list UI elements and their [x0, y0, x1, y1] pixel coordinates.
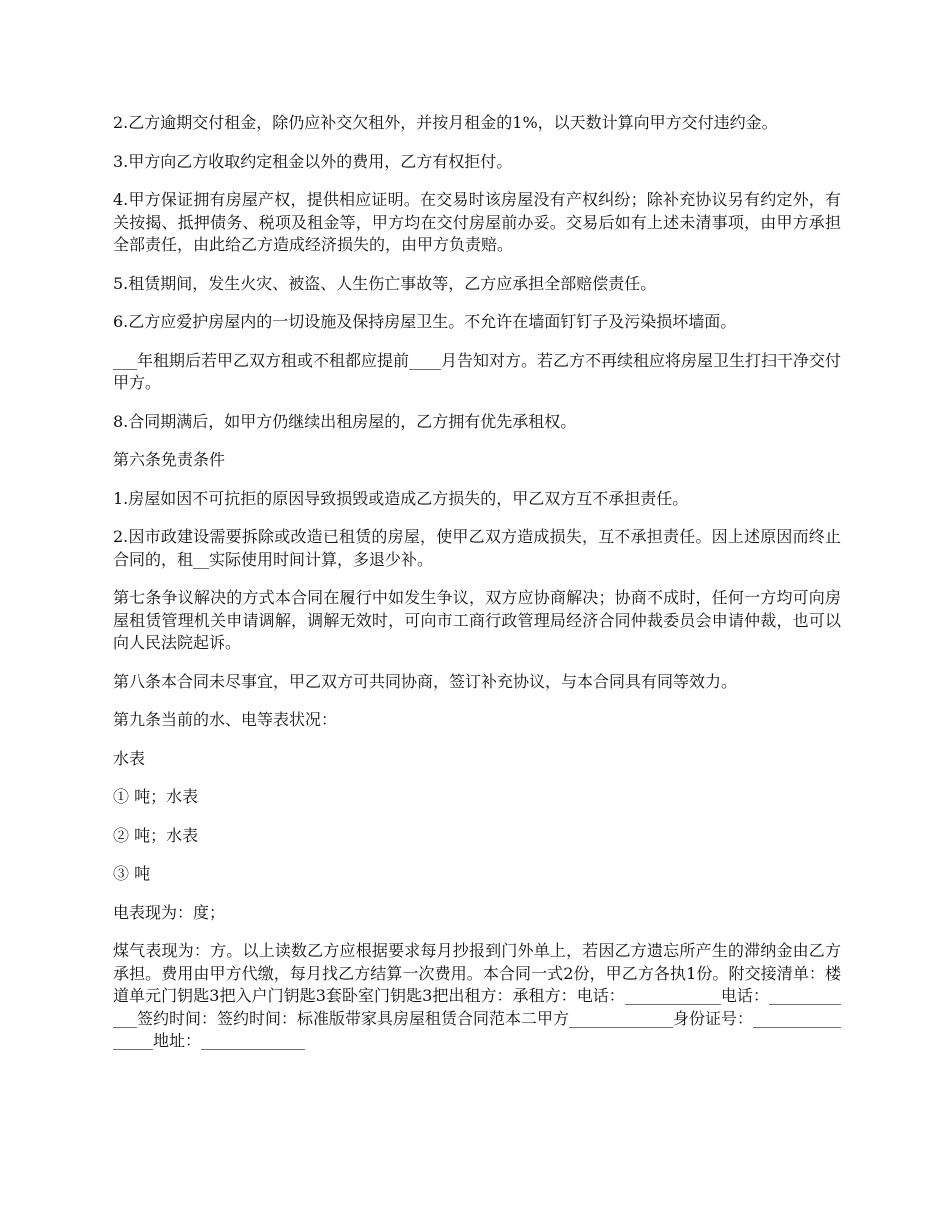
meter-line: ② 吨；水表 [113, 825, 199, 845]
section-heading: 第六条免责条件 [113, 450, 226, 469]
document-body [113, 112, 841, 1069]
clause-paragraph: ___年租期后若甲乙双方租或不租都应提前____月告知对方。若乙方不再续租应将房屋卫生打扫干净交付甲方。 [113, 350, 842, 392]
clause-paragraph: 6.乙方应爱护房屋内的一切设施及保持房屋卫生。不允许在墙面钉钉子及污染损坏墙面。 [113, 312, 737, 331]
clause-paragraph: 4.甲方保证拥有房屋产权，提供相应证明。在交易时该房屋没有产权纠纷；除补充协议另有约定外，有关按揭、抵押债务、税项及租金等，甲方均在交付房屋前办妥。交易后如有上述未清事项，由甲方承担全部责任，由此给乙方造成经济损失的，由甲方负责赔。 [113, 190, 841, 254]
meter-line: 水表 [113, 748, 146, 768]
section-heading: 第九条当前的水、电等表状况： [113, 710, 338, 729]
clause-paragraph: 8.合同期满后，如甲方仍继续出租房屋的，乙方拥有优先承租权。 [113, 411, 577, 431]
meter-line: 电表现为：度； [113, 902, 226, 922]
section-paragraph: 第七条争议解决的方式本合同在履行中如发生争议，双方应协商解决；协商不成时，任何一方均可向房屋租赁管理机关申请调解，调解无效时，可向市工商行政管理局经济合同仲裁委员会申请仲裁，也可以向人民法院起诉。 [113, 588, 841, 652]
clause-paragraph: 3.甲方向乙方收取约定租金以外的费用，乙方有权拒付。 [113, 151, 513, 171]
meter-line: ③ 吨 [113, 864, 151, 883]
section-paragraph: 第八条本合同未尽事宜，甲乙双方可共同协商，签订补充协议，与本合同具有同等效力。 [113, 671, 738, 691]
meter-line: ① 吨；水表 [113, 787, 199, 806]
clause-paragraph: 1.房屋如因不可抗拒的原因导致损毁或造成乙方损失的，甲乙双方互不承担责任。 [113, 488, 689, 508]
closing-paragraph: 煤气表现为：方。以上读数乙方应根据要求每月抄报到门外单上，若因乙方遗忘所产生的滞纳金由乙方承担。费用由甲方代缴，每月找乙方结算一次费用。本合同一式2份，甲乙方各执1份。附交接清单：楼道单元门钥匙3把入户门钥匙3套卧室门钥匙3把出租方：承租方：电话：____________电话：____________签约时间：签约时间：标准版带家具房屋租赁合同范本二甲方_____________身份证号：________________地址：_____________ [113, 941, 842, 1050]
clause-paragraph: 2.因市政建设需要拆除或改造已租赁的房屋，使甲乙双方造成损失，互不承担责任。因上述原因而终止合同的，租__实际使用时间计算，多退少补。 [113, 527, 841, 569]
clause-paragraph: 5.租赁期间，发生火灾、被盗、人生伤亡事故等，乙方应承担全部赔偿责任。 [113, 273, 657, 293]
clause-paragraph: 2.乙方逾期交付租金，除仍应补交欠租外，并按月租金的1%，以天数计算向甲方交付违约金。 [113, 113, 778, 132]
